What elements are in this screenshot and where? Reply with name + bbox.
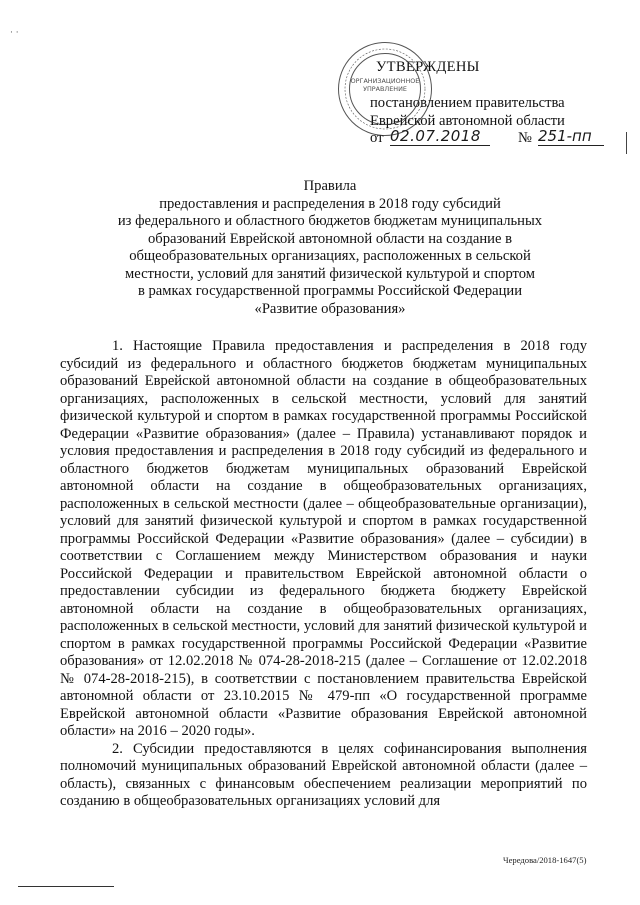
- approval-line-resolution: постановлением правительства: [370, 95, 565, 111]
- footer-document-code: Чередова/2018-1647(5): [503, 855, 587, 865]
- official-seal-stamp: [338, 42, 432, 136]
- title-line: образований Еврейской автономной области на создание в: [148, 230, 512, 247]
- approval-title: УТВЕРЖДЕНЫ: [376, 59, 480, 75]
- handwritten-date: 02.07.2018: [390, 127, 490, 146]
- document-body: [60, 338, 587, 811]
- footer-rule: [18, 886, 114, 887]
- margin-mark: [626, 132, 627, 154]
- seal-center-text: ОРГАНИЗАЦИОННОЕ УПРАВЛЕНИЕ: [350, 77, 420, 93]
- paragraph-2: 2. Субсидии предоставляются в целях софинансирования выполнения полномочий муниципальных образований Еврейской автономной области (далее – область), связанных с финансовым обеспечением реализации мероприятий по созданию в общеобразовательных организациях условий для: [60, 740, 587, 809]
- number-label: №: [518, 130, 532, 146]
- paragraph-1: 1. Настоящие Правила предоставления и распределения в 2018 году субсидий из федерального и областного бюджетов бюджетам муниципальных образований Еврейской автономной области на создание в общеобразовательных организациях, расположенных в сельской местности, условий для занятий физической культурой и спортом в рамках государственной программы Российской Федерации «Развитие образования» (далее – Правила) устанавливают порядок и условия предоставления и распределения в 2018 году субсидий из федерального и областного бюджетов бюджетам муниципальных образований Еврейской автономной области на создание в общеобразовательных организациях, расположенных в сельской местности (далее – общеобразовательные организации), условий для занятий физической культурой и спортом в рамках государственной программы Российской Федерации «Развитие образования» (далее – субсидии) в соответствии с Соглашением между Министерством образования и науки Российской Федерации и правительством Еврейской автономной области о предоставлении субсидии из федерального бюджета бюджету Еврейской автономной области на создание в общеобразовательных организациях, расположенных в сельской местности, условий для занятий физической культурой и спортом в рамках государственной программы Российской Федерации «Развитие образования» от 12.02.2018 № 074-28-2018-215 (далее – Соглашение от 12.02.2018 № 074-28-2018-215), в соответствии с постановлением правительства Еврейской автономной области от 23.10.2015 № 479-пп «О государственной программе Еврейской автономной области «Развитие образования Еврейской автономной области» на 2016 – 2020 годы».: [60, 338, 587, 739]
- title-line: общеобразовательных организациях, расположенных в сельской: [129, 248, 531, 264]
- title-line: из федерального и областного бюджетов бюджетам муниципальных: [117, 213, 543, 229]
- title-line: «Развитие образования»: [254, 300, 406, 317]
- date-prefix: от: [370, 130, 384, 146]
- approval-line-region: Еврейской автономной области: [370, 113, 565, 129]
- title-line: Правила: [303, 178, 357, 194]
- document-title: [60, 178, 600, 318]
- handwritten-number: 251-пп: [538, 127, 604, 146]
- title-line: в рамках государственной программы Российской Федерации: [137, 283, 523, 299]
- scan-marks: · ·: [10, 28, 19, 38]
- title-line: предоставления и распределения в 2018 году субсидий: [159, 195, 501, 212]
- title-line: местности, условий для занятий физической культурой и спортом: [125, 265, 535, 282]
